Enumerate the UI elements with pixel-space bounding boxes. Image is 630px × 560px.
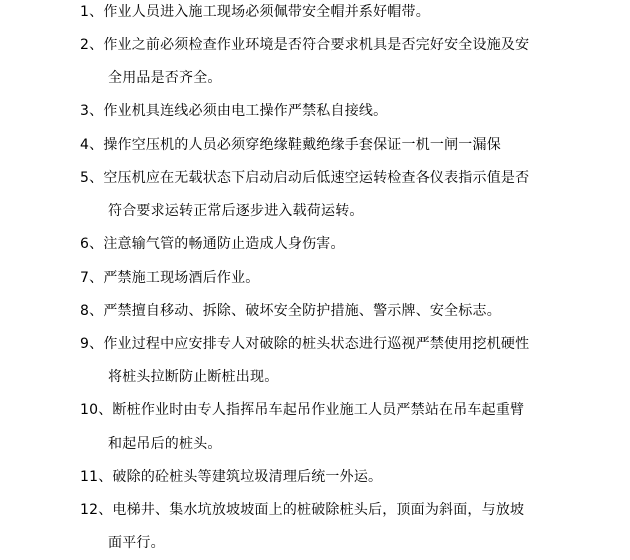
list-item-12-continuation bbox=[108, 535, 165, 551]
item-number: 8、 bbox=[80, 303, 104, 319]
list-item-8 bbox=[80, 303, 501, 319]
list-item-5-continuation bbox=[108, 203, 364, 219]
item-text: 作业过程中应安排专人对破除的桩头状态进行巡视严禁使用挖机硬性 bbox=[103, 336, 530, 352]
list-item-10 bbox=[80, 402, 524, 418]
item-text: 面平行。 bbox=[108, 535, 165, 551]
list-item-6 bbox=[80, 236, 345, 252]
list-item-11 bbox=[80, 469, 382, 485]
item-number: 3、 bbox=[80, 103, 104, 119]
list-item-3 bbox=[80, 103, 387, 119]
list-item-12 bbox=[80, 502, 524, 518]
item-number: 5、 bbox=[80, 170, 104, 186]
item-text: 作业之前必须检查作业环境是否符合要求机具是否完好安全设施及安 bbox=[103, 37, 530, 53]
item-text: 全用品是否齐全。 bbox=[108, 70, 222, 86]
item-number: 9、 bbox=[80, 336, 104, 352]
item-text: 符合要求运转正常后逐步进入载荷运转。 bbox=[108, 203, 364, 219]
item-number: 10、 bbox=[80, 402, 113, 418]
list-item-2-continuation bbox=[108, 70, 222, 86]
item-text: 作业人员进入施工现场必须佩带安全帽并系好帽带。 bbox=[103, 4, 430, 20]
list-item-4 bbox=[80, 137, 501, 153]
item-text: 空压机应在无载状态下启动启动后低速空运转检查各仪表指示值是否 bbox=[103, 170, 530, 186]
item-number: 7、 bbox=[80, 270, 104, 286]
list-item-7 bbox=[80, 270, 260, 286]
list-item-2 bbox=[80, 37, 529, 53]
list-item-5 bbox=[80, 170, 529, 186]
item-number: 2、 bbox=[80, 37, 104, 53]
item-text: 作业机具连线必须由电工操作严禁私自接线。 bbox=[103, 103, 388, 119]
item-text: 将桩头拉断防止断桩出现。 bbox=[108, 369, 279, 385]
item-text: 操作空压机的人员必须穿绝缘鞋戴绝缘手套保证一机一闸一漏保 bbox=[103, 137, 501, 153]
item-text: 破除的砼桩头等建筑垃圾清理后统一外运。 bbox=[112, 469, 383, 485]
item-number: 12、 bbox=[80, 502, 113, 518]
list-item-1 bbox=[80, 4, 430, 20]
item-text: 和起吊后的桩头。 bbox=[108, 436, 222, 452]
item-number: 1、 bbox=[80, 4, 104, 20]
list-item-10-continuation bbox=[108, 436, 222, 452]
item-number: 11、 bbox=[80, 469, 113, 485]
item-text: 严禁擅自移动、拆除、破坏安全防护措施、警示牌、安全标志。 bbox=[103, 303, 501, 319]
item-number: 4、 bbox=[80, 137, 104, 153]
list-item-9 bbox=[80, 336, 529, 352]
item-text: 注意输气管的畅通防止造成人身伤害。 bbox=[103, 236, 345, 252]
list-item-9-continuation bbox=[108, 369, 278, 385]
item-text: 电梯井、集水坑放坡坡面上的桩破除桩头后，顶面为斜面，与放坡 bbox=[112, 502, 525, 518]
item-text: 断桩作业时由专人指挥吊车起吊作业施工人员严禁站在吊车起重臂 bbox=[112, 402, 525, 418]
item-number: 6、 bbox=[80, 236, 104, 252]
item-text: 严禁施工现场酒后作业。 bbox=[103, 270, 260, 286]
